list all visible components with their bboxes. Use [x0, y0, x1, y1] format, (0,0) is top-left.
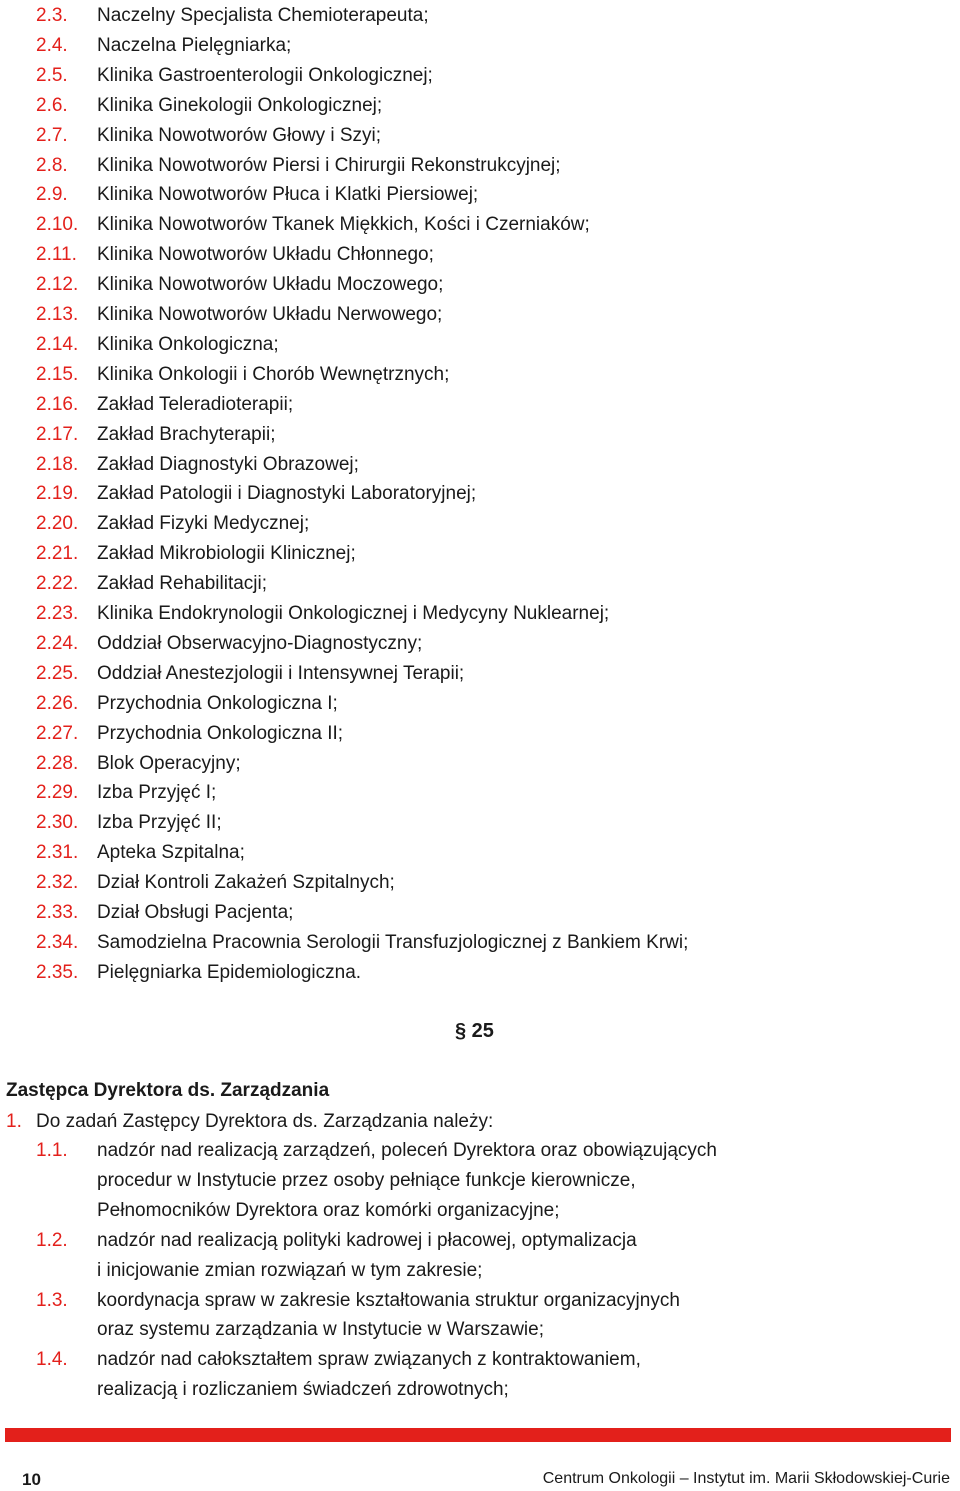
list-item-number: 2.33. — [36, 902, 79, 923]
list-item-text: Naczelny Specjalista Chemioterapeuta; — [97, 5, 429, 26]
footer-bar — [5, 1428, 951, 1442]
task-text: nadzór nad realizacją zarządzeń, poleceń Dyrektora oraz obowiązujących — [97, 1140, 717, 1161]
list-item-text: Naczelna Pielęgniarka; — [97, 34, 292, 56]
task-text: i inicjowanie zmian rozwiązań w tym zakresie; — [97, 1259, 483, 1281]
intro-number: 1. — [6, 1111, 22, 1132]
list-item-number: 2.7. — [36, 124, 68, 146]
list-item-number: 2.34. — [36, 931, 79, 953]
list-item-number: 2.14. — [36, 333, 79, 355]
task-text: Pełnomocników Dyrektora oraz komórki organizacyjne; — [97, 1199, 560, 1221]
list-item-number: 2.21. — [36, 543, 79, 565]
list-item-text: Zakład Fizyki Medycznej; — [97, 513, 310, 535]
task-number: 1.1. — [36, 1140, 68, 1161]
intro-text: Do zadań Zastępcy Dyrektora ds. Zarządzania należy: — [36, 1111, 494, 1132]
list-item-text: Klinika Gastroenterologii Onkologicznej; — [97, 64, 433, 86]
list-item-number: 2.28. — [36, 752, 79, 774]
section-heading: Zastępca Dyrektora ds. Zarządzania — [6, 1080, 330, 1101]
list-item-text: Zakład Teleradioterapii; — [97, 393, 294, 415]
task-text: nadzór nad realizacją polityki kadrowej i płacowej, optymalizacja — [97, 1229, 637, 1251]
list-item-number: 2.26. — [36, 692, 79, 714]
list-item-number: 2.15. — [36, 363, 79, 385]
list-item-text: Oddział Anestezjologii i Intensywnej Terapii; — [97, 662, 465, 684]
list-item-text: Pielęgniarka Epidemiologiczna. — [97, 961, 362, 983]
list-item-text: Zakład Diagnostyki Obrazowej; — [97, 453, 359, 475]
list-item-number: 2.23. — [36, 603, 79, 624]
list-item-number: 2.17. — [36, 423, 79, 445]
list-item-text: Klinika Nowotworów Układu Chłonnego; — [97, 244, 434, 266]
list-item-number: 2.25. — [36, 662, 79, 684]
list-item-text: Klinika Onkologii i Chorób Wewnętrznych; — [97, 363, 450, 385]
list-item-text: Klinika Onkologiczna; — [97, 333, 279, 355]
section-number: § 25 — [455, 1020, 494, 1042]
list-item-text: Blok Operacyjny; — [97, 752, 241, 774]
list-item-text: Klinika Ginekologii Onkologicznej; — [97, 94, 383, 116]
list-item-number: 2.24. — [36, 632, 79, 654]
list-item-number: 2.30. — [36, 812, 79, 834]
task-number: 1.3. — [36, 1289, 68, 1311]
list-item-text: Przychodnia Onkologiczna II; — [97, 722, 344, 744]
list-item-text: Dział Kontroli Zakażeń Szpitalnych; — [97, 872, 395, 894]
list-item-number: 2.8. — [36, 154, 68, 176]
task-text: oraz systemu zarządzania w Instytucie w Warszawie; — [97, 1319, 545, 1341]
list-item-number: 2.18. — [36, 453, 79, 475]
list-item-number: 2.12. — [36, 274, 79, 296]
list-item-text: Zakład Rehabilitacji; — [97, 573, 268, 595]
task-number: 1.4. — [36, 1349, 68, 1371]
task-text: realizacją i rozliczaniem świadczeń zdrowotnych; — [97, 1379, 509, 1401]
list-item-text: Klinika Nowotworów Płuca i Klatki Piersiowej; — [97, 184, 479, 206]
footer-title: Centrum Onkologii – Instytut im. Marii Skłodowskiej-Curie — [542, 1470, 950, 1487]
list-item-text: Dział Obsługi Pacjenta; — [97, 902, 294, 923]
list-item-number: 2.20. — [36, 513, 79, 535]
list-item-number: 2.3. — [36, 5, 68, 26]
list-item-text: Klinika Nowotworów Układu Moczowego; — [97, 274, 444, 296]
list-item-number: 2.11. — [36, 244, 77, 266]
list-item-text: Przychodnia Onkologiczna I; — [97, 692, 338, 714]
list-item-text: Klinika Endokrynologii Onkologicznej i Medycyny Nuklearnej; — [97, 603, 610, 624]
list-item-number: 2.35. — [36, 961, 79, 983]
list-item-number: 2.19. — [36, 483, 79, 505]
list-item-number: 2.5. — [36, 64, 68, 86]
list-item-number: 2.4. — [36, 34, 68, 56]
list-item-number: 2.9. — [36, 184, 68, 206]
page-number: 10 — [22, 1470, 41, 1489]
list-item-text: Zakład Patologii i Diagnostyki Laboratoryjnej; — [97, 483, 477, 505]
task-text: koordynacja spraw w zakresie kształtowania struktur organizacyjnych — [97, 1289, 680, 1311]
task-text: procedur w Instytucie przez osoby pełniące funkcje kierownicze, — [97, 1169, 636, 1191]
task-number: 1.2. — [36, 1229, 68, 1251]
list-item-number: 2.31. — [36, 842, 79, 864]
list-item-text: Klinika Nowotworów Głowy i Szyi; — [97, 124, 382, 146]
list-item-number: 2.27. — [36, 722, 79, 744]
list-item-number: 2.10. — [36, 214, 79, 236]
list-item-number: 2.16. — [36, 393, 79, 415]
list-item-number: 2.22. — [36, 573, 79, 595]
list-item-number: 2.6. — [36, 94, 68, 116]
list-item-text: Klinika Nowotworów Układu Nerwowego; — [97, 304, 443, 325]
list-item-text: Klinika Nowotworów Tkanek Miękkich, Kości i Czerniaków; — [97, 214, 590, 236]
list-item-text: Apteka Szpitalna; — [97, 842, 245, 864]
list-item-text: Zakład Brachyterapii; — [97, 423, 276, 445]
list-item-number: 2.29. — [36, 782, 79, 804]
list-item-number: 2.32. — [36, 872, 79, 894]
list-item-text: Izba Przyjęć I; — [97, 782, 217, 804]
list-item-number: 2.13. — [36, 304, 79, 325]
list-item-text: Klinika Nowotworów Piersi i Chirurgii Rekonstrukcyjnej; — [97, 154, 561, 176]
list-item-text: Zakład Mikrobiologii Klinicznej; — [97, 543, 356, 565]
list-item-text: Oddział Obserwacyjno-Diagnostyczny; — [97, 632, 423, 654]
list-item-text: Izba Przyjęć II; — [97, 812, 222, 834]
list-item-text: Samodzielna Pracownia Serologii Transfuzjologicznej z Bankiem Krwi; — [97, 931, 689, 953]
task-text: nadzór nad całokształtem spraw związanych z kontraktowaniem, — [97, 1349, 641, 1371]
